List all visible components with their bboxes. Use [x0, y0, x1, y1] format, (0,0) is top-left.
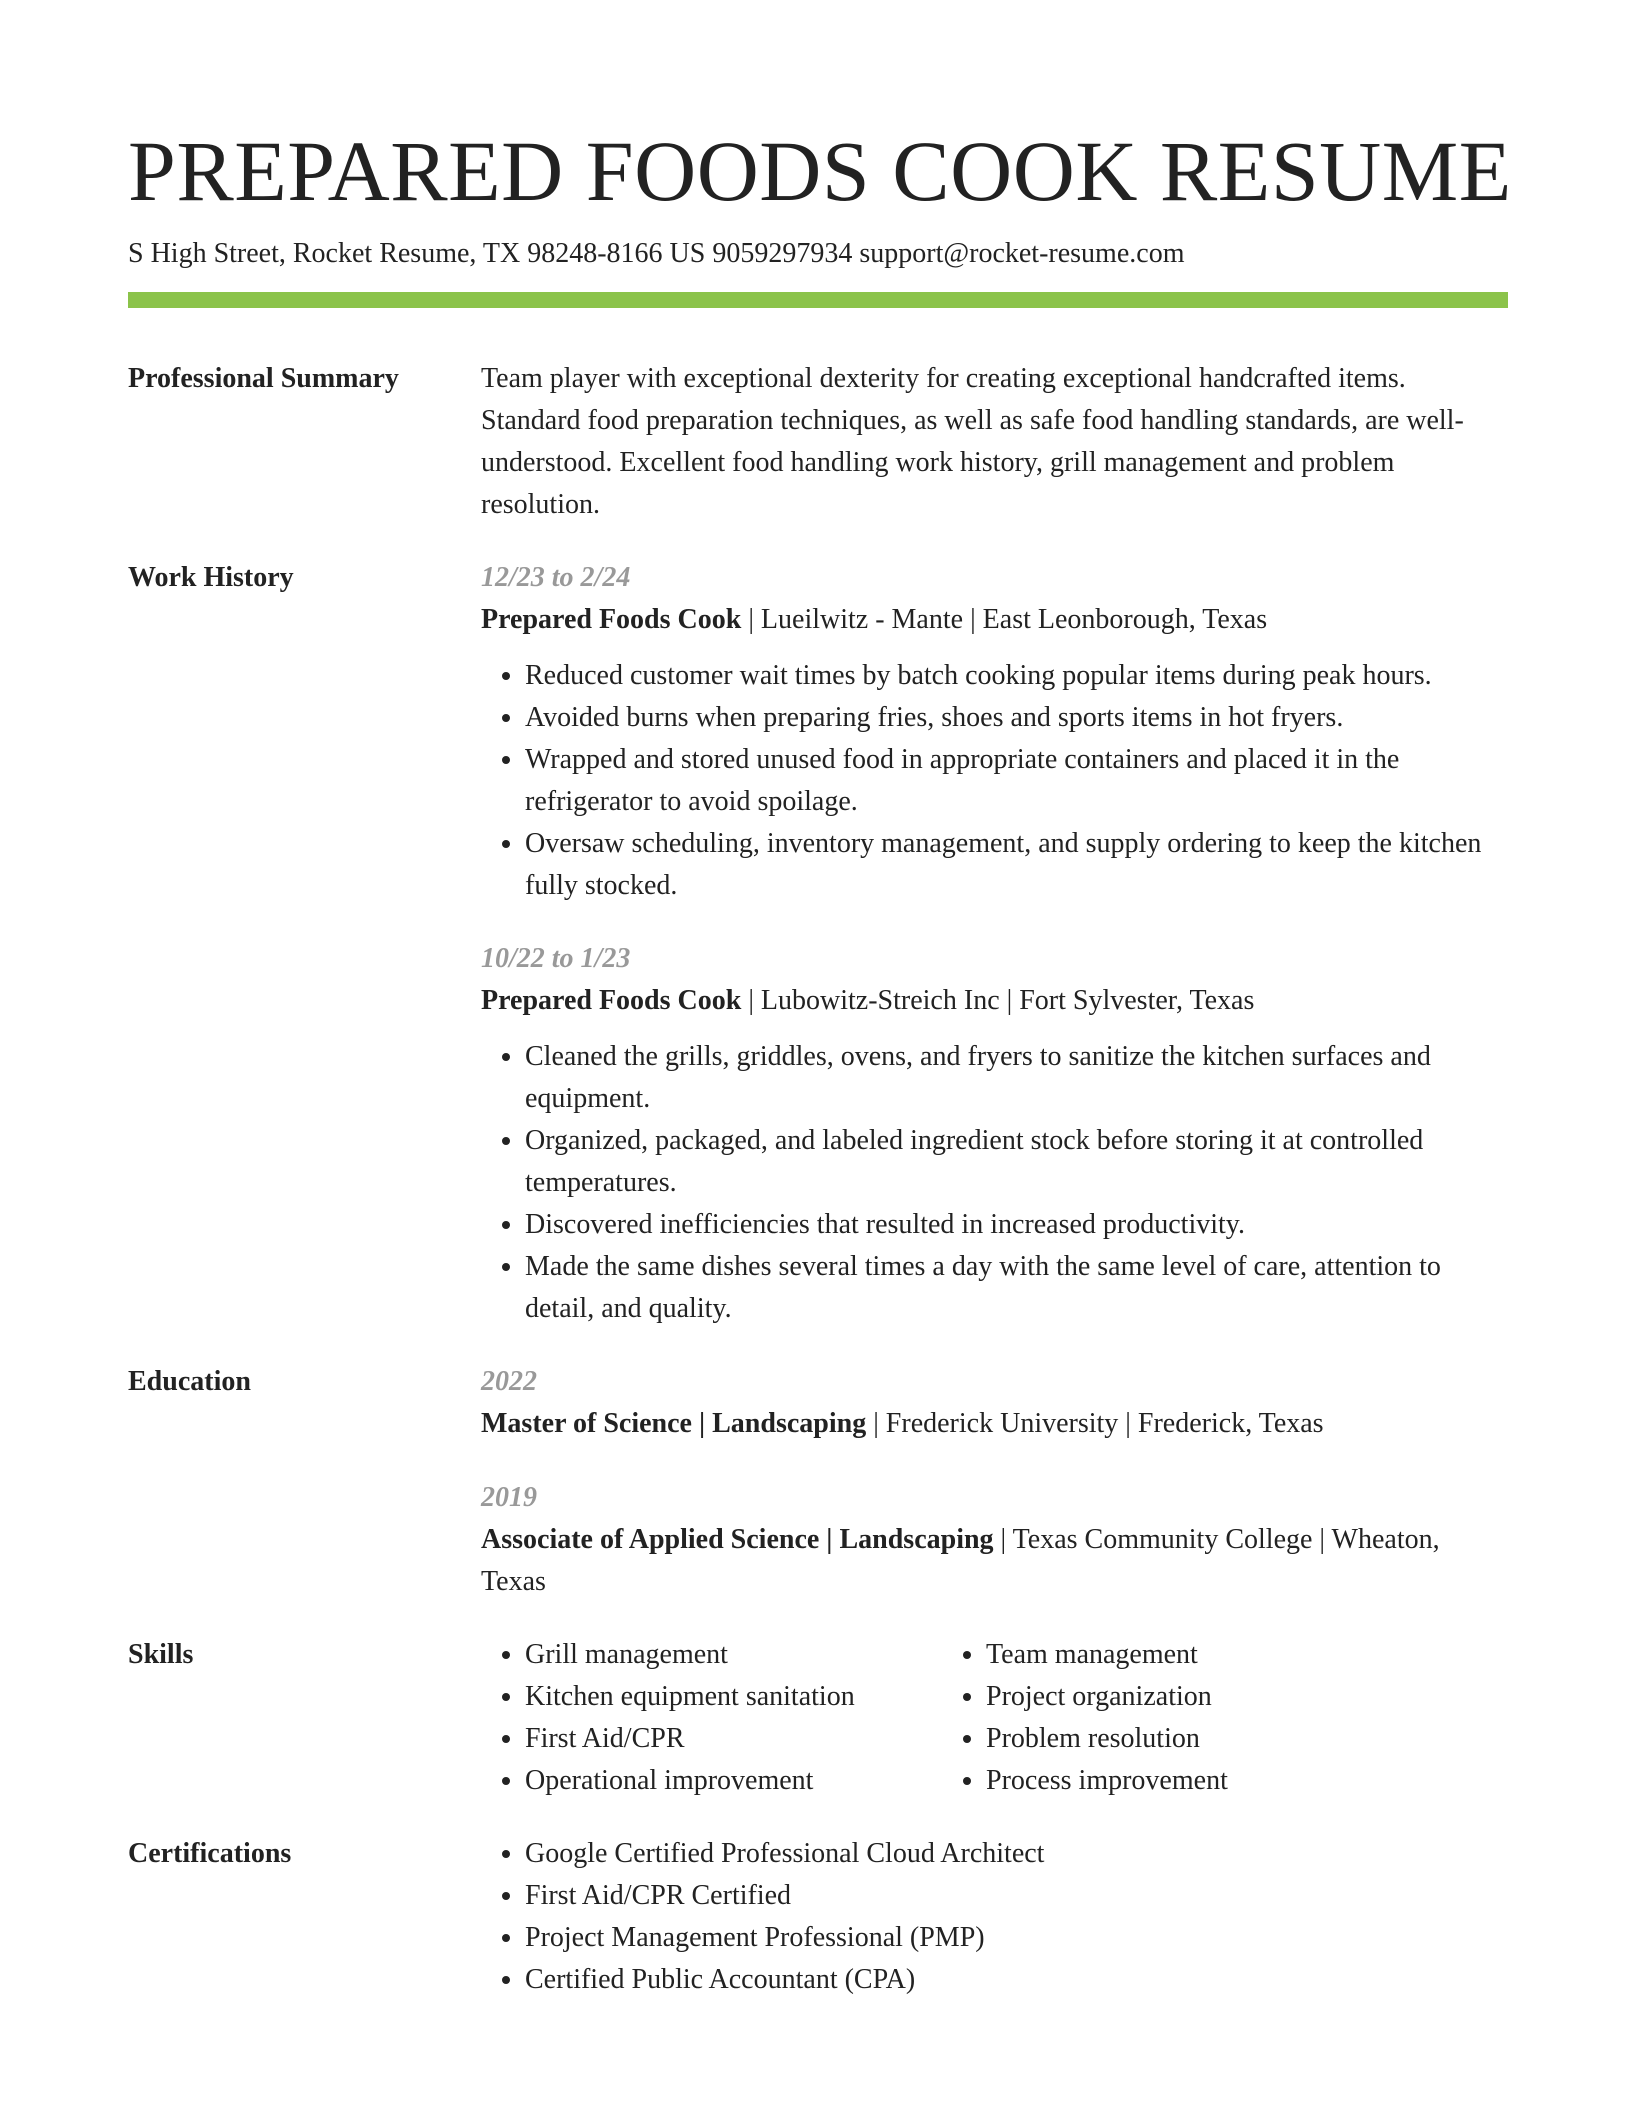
education-year: 2022: [481, 1366, 537, 1397]
education-entry: [481, 1361, 1508, 1445]
work-body: [481, 557, 1508, 1330]
job-details: | Lubowitz-Streich Inc | Fort Sylvester, Texas: [741, 985, 1255, 1016]
education-entry: [481, 1477, 1508, 1603]
skill-item: • First Aid/CPR: [525, 1718, 942, 1760]
work-section: [128, 557, 1508, 1330]
section-label-education: Education: [128, 1366, 251, 1397]
contact-phone: 9059297934: [712, 238, 853, 269]
header-divider: [128, 292, 1508, 308]
skill-item: • Project organization: [986, 1676, 1508, 1718]
education-details: | Texas Community College | Wheaton, Texas: [481, 1524, 1440, 1597]
education-heading: [481, 1403, 1508, 1445]
job-entry: [481, 557, 1508, 907]
job-bullet: • Organized, packaged, and labeled ingredient stock before storing it at controlled temperatures.: [525, 1120, 1508, 1204]
summary-section: [128, 358, 1508, 526]
resume-title: PREPARED FOODS COOK RESUME: [128, 123, 1512, 219]
job-title: Prepared Foods Cook: [481, 604, 742, 635]
contact-line: [128, 234, 1508, 274]
skill-item: • Problem resolution: [986, 1718, 1508, 1760]
section-label-work: Work History: [128, 562, 294, 593]
job-bullet: • Oversaw scheduling, inventory management, and supply ordering to keep the kitchen fully stocked.: [525, 823, 1508, 907]
certification-item: • Google Certified Professional Cloud Architect: [525, 1833, 1508, 1875]
section-label-certifications: Certifications: [128, 1838, 292, 1869]
job-heading: [481, 599, 1508, 641]
job-bullet: • Avoided burns when preparing fries, shoes and sports items in hot fryers.: [525, 697, 1508, 739]
summary-text: Team player with exceptional dexterity for creating exceptional handcrafted items. Standard food preparation techniques, as well as safe food handling standards, are well-understood. Excellent food handling work history, grill management and problem resolution.: [481, 363, 1464, 520]
education-section: [128, 1361, 1508, 1603]
job-dates: 10/22 to 1/23: [481, 943, 631, 974]
summary-body: [481, 358, 1508, 526]
job-bullets: [481, 1036, 1508, 1330]
education-details: | Frederick University | Frederick, Texas: [866, 1408, 1324, 1439]
skills-list-left: [481, 1634, 942, 1802]
contact-address: S High Street, Rocket Resume, TX 98248-8166 US: [128, 238, 706, 269]
job-bullet: • Wrapped and stored unused food in appropriate containers and placed it in the refrigerator to avoid spoilage.: [525, 739, 1508, 823]
education-heading: [481, 1519, 1508, 1603]
certification-item: • Certified Public Accountant (CPA): [525, 1959, 1508, 2001]
certifications-list: [481, 1833, 1508, 2001]
education-year: 2019: [481, 1482, 537, 1513]
job-entry: [481, 938, 1508, 1330]
job-bullet: • Reduced customer wait times by batch cooking popular items during peak hours.: [525, 655, 1508, 697]
job-bullet: • Made the same dishes several times a day with the same level of care, attention to detail, and quality.: [525, 1246, 1508, 1330]
job-heading: [481, 980, 1508, 1022]
certification-item: • Project Management Professional (PMP): [525, 1917, 1508, 1959]
job-details: | Lueilwitz - Mante | East Leonborough, Texas: [741, 604, 1268, 635]
skills-body: [481, 1634, 1508, 1802]
certifications-section: [128, 1833, 1508, 2001]
resume-page: [128, 118, 1512, 2001]
skills-list-right: [942, 1634, 1508, 1802]
job-bullets: [481, 655, 1508, 907]
skill-item: • Grill management: [525, 1634, 942, 1676]
contact-email: support@rocket-resume.com: [859, 238, 1185, 269]
job-title: Prepared Foods Cook: [481, 985, 742, 1016]
education-degree: Associate of Applied Science | Landscaping: [481, 1524, 994, 1555]
skill-item: • Team management: [986, 1634, 1508, 1676]
job-dates: 12/23 to 2/24: [481, 562, 631, 593]
skill-item: • Kitchen equipment sanitation: [525, 1676, 942, 1718]
job-bullet: • Discovered inefficiencies that resulted in increased productivity.: [525, 1204, 1508, 1246]
skills-section: [128, 1634, 1508, 1802]
certifications-body: [481, 1833, 1508, 2001]
skill-item: • Operational improvement: [525, 1760, 942, 1802]
section-label-summary: Professional Summary: [128, 363, 399, 394]
section-label-skills: Skills: [128, 1639, 194, 1670]
job-bullet: • Cleaned the grills, griddles, ovens, and fryers to sanitize the kitchen surfaces and equipment.: [525, 1036, 1508, 1120]
skill-item: • Process improvement: [986, 1760, 1508, 1802]
education-degree: Master of Science | Landscaping: [481, 1408, 867, 1439]
education-body: [481, 1361, 1508, 1603]
certification-item: • First Aid/CPR Certified: [525, 1875, 1508, 1917]
